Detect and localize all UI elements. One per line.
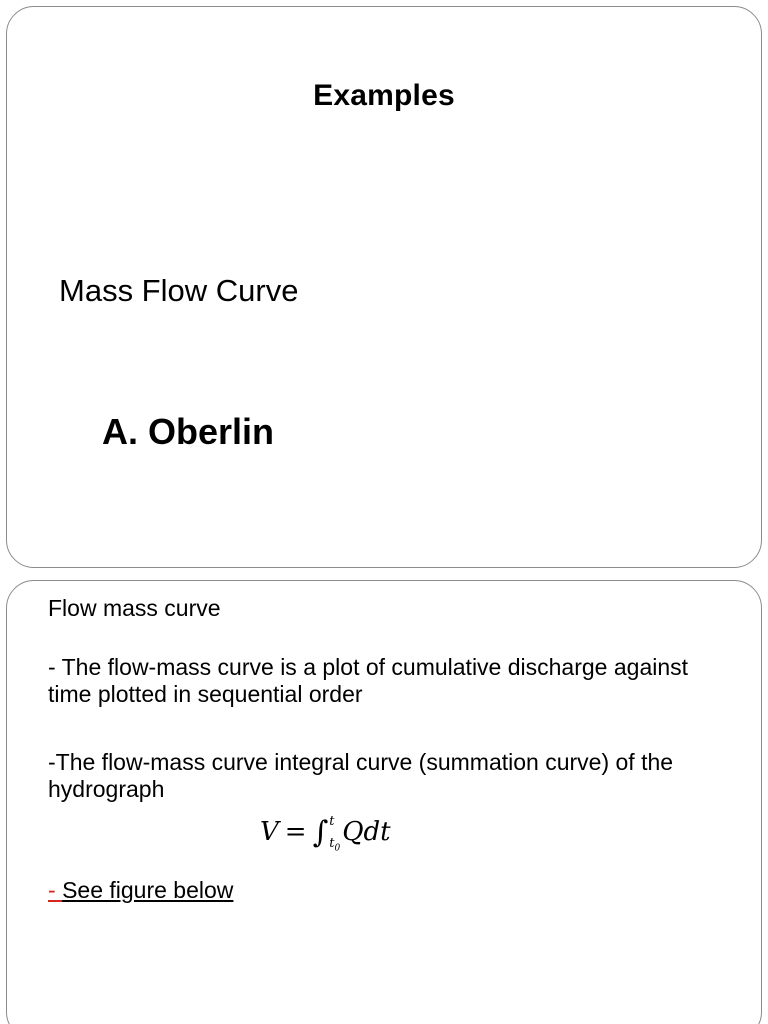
volume-formula: [260, 813, 391, 854]
title-slide: [6, 6, 762, 568]
see-figure-link[interactable]: [48, 877, 233, 904]
lower-limit-base: t: [329, 836, 335, 851]
formula-integrand: Qdt: [342, 817, 391, 847]
slide-heading: Examples: [313, 79, 455, 112]
lower-limit-subscript: 0: [334, 843, 341, 854]
upper-limit: t: [329, 814, 335, 829]
paragraph-integral: -The flow-mass curve integral curve (summation curve) of the hydrograph: [48, 749, 674, 802]
paragraph-definition: - The flow-mass curve is a plot of cumulative discharge against time plotted in sequential order: [48, 654, 689, 707]
formula-lhs: V: [260, 817, 279, 847]
integral-limits: [328, 814, 342, 854]
slide-title: Flow mass curve: [48, 595, 221, 621]
integral-sign: ∫: [312, 815, 329, 850]
lower-limit: [329, 836, 340, 854]
see-figure-dash: -: [48, 877, 63, 903]
slide-subtitle: Mass Flow Curve: [59, 273, 299, 308]
formula-equals: =: [284, 817, 307, 847]
content-slide: [6, 580, 762, 1024]
author-name: A. Oberlin: [102, 411, 275, 452]
see-figure-text: See figure below: [62, 877, 234, 903]
